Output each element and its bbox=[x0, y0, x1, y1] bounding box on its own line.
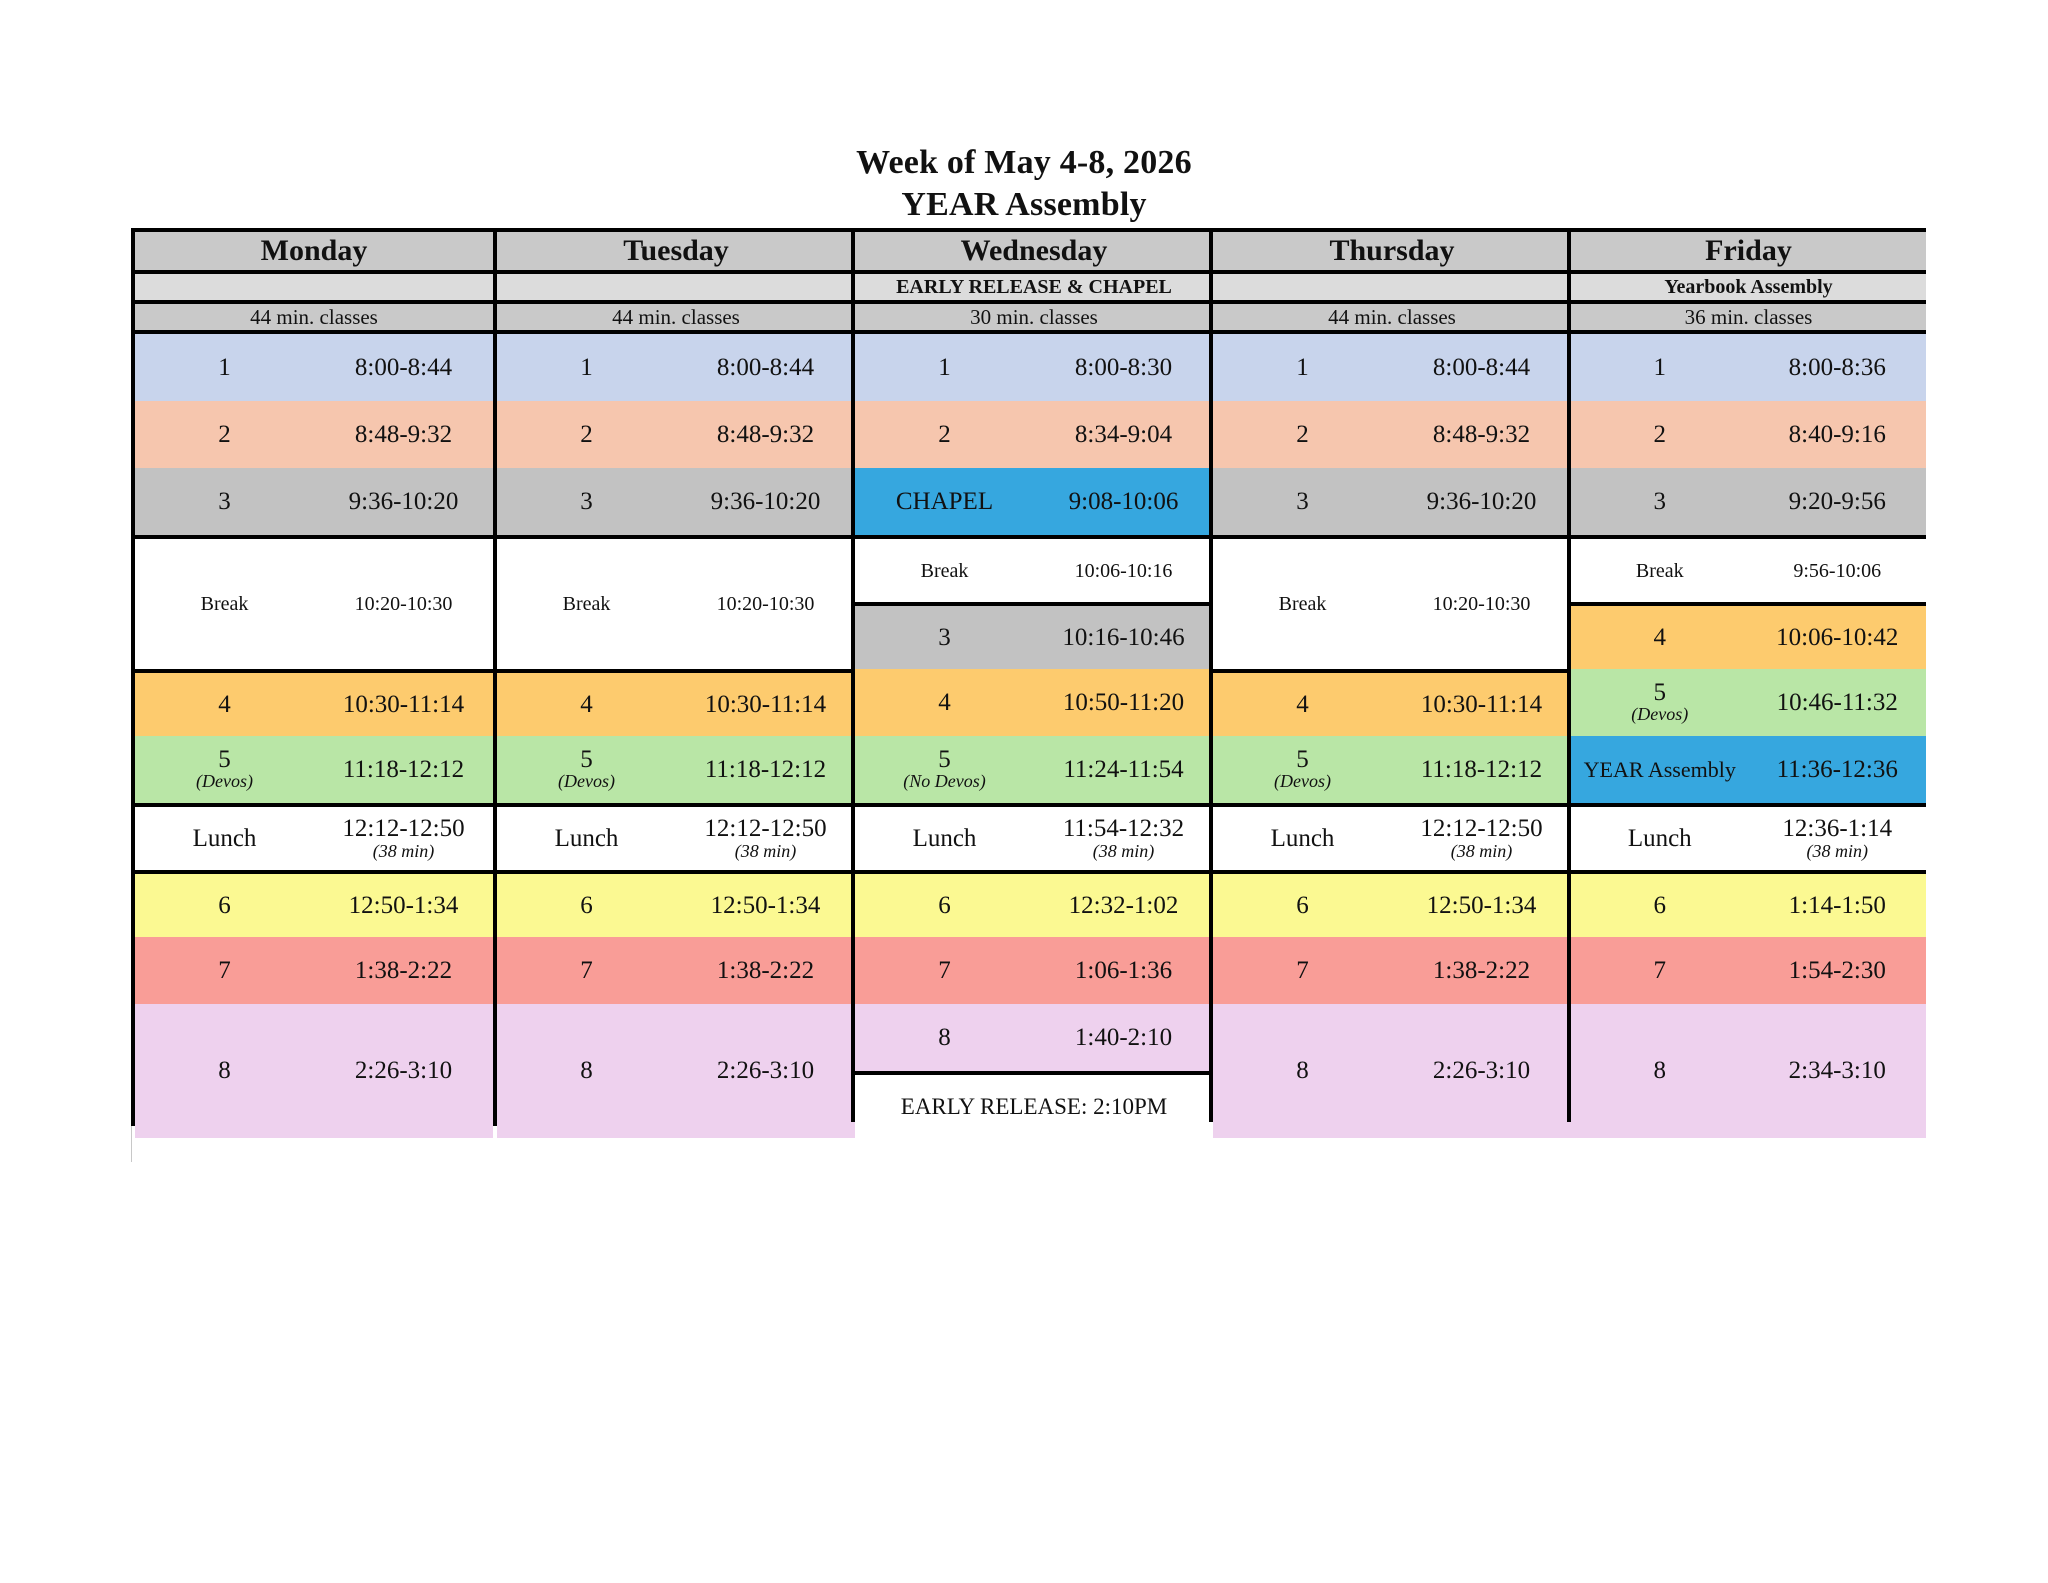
period-row bbox=[1571, 870, 1926, 937]
period-label: Lunch bbox=[912, 824, 977, 852]
period-time: 11:18-12:12 bbox=[704, 755, 827, 783]
period-label: 5 (Devos) bbox=[196, 745, 253, 791]
period-row bbox=[1213, 669, 1571, 736]
period-time: 12:50-1:34 bbox=[710, 891, 821, 919]
period-row bbox=[855, 736, 1213, 803]
period-time: 8:00-8:36 bbox=[1788, 353, 1886, 381]
period-label: Break bbox=[1278, 593, 1327, 615]
period-time: 11:36-12:36 bbox=[1776, 755, 1898, 783]
break-row bbox=[1213, 535, 1571, 669]
period-time: 11:18-12:12 bbox=[1420, 755, 1543, 783]
period-time: 2:26-3:10 bbox=[354, 1057, 453, 1084]
period-row bbox=[497, 401, 855, 468]
period-row bbox=[1571, 937, 1926, 1004]
period-label: 6 bbox=[1653, 891, 1666, 919]
period-row bbox=[497, 1004, 855, 1138]
period-label: Lunch bbox=[1270, 824, 1335, 852]
period-label: 3 bbox=[580, 487, 593, 515]
period-row bbox=[1213, 401, 1571, 468]
period-time: 12:50-1:34 bbox=[348, 891, 459, 919]
period-time: 1:38-2:22 bbox=[1432, 956, 1531, 984]
period-label: 6 bbox=[580, 891, 593, 919]
period-row bbox=[1571, 401, 1926, 468]
period-label: 4 bbox=[938, 688, 951, 716]
break-row bbox=[1571, 535, 1926, 602]
page-header bbox=[0, 142, 2048, 226]
period-label: 1 bbox=[218, 353, 231, 381]
period-row bbox=[855, 1004, 1213, 1071]
period-label: 8 bbox=[1296, 1057, 1309, 1084]
period-label: 2 bbox=[1653, 420, 1666, 448]
period-time: 10:06-10:42 bbox=[1776, 623, 1899, 651]
day-header: Wednesday bbox=[855, 232, 1213, 274]
period-label: 4 bbox=[1653, 623, 1666, 651]
class-length: 44 min. classes bbox=[135, 304, 493, 334]
period-time: 8:00-8:44 bbox=[1432, 353, 1531, 381]
period-row bbox=[497, 669, 855, 736]
period-time: 2:34-3:10 bbox=[1788, 1057, 1886, 1084]
period-label: 5 (No Devos) bbox=[903, 745, 986, 791]
period-time: 11:18-12:12 bbox=[342, 755, 465, 783]
period-row bbox=[135, 669, 493, 736]
period-time: 10:20-10:30 bbox=[716, 593, 815, 615]
period-time: 8:48-9:32 bbox=[354, 420, 453, 448]
period-time: 2:26-3:10 bbox=[716, 1057, 815, 1084]
period-label: Break bbox=[562, 593, 611, 615]
period-time: 8:40-9:16 bbox=[1788, 420, 1886, 448]
period-row bbox=[497, 468, 855, 535]
period-label: 8 bbox=[1653, 1057, 1666, 1084]
period-time: 1:40-2:10 bbox=[1074, 1023, 1173, 1051]
period-time: 8:48-9:32 bbox=[716, 420, 815, 448]
class-length: 30 min. classes bbox=[855, 304, 1213, 334]
day-header: Thursday bbox=[1213, 232, 1571, 274]
period-row bbox=[135, 401, 493, 468]
class-length: 44 min. classes bbox=[497, 304, 855, 334]
period-row bbox=[1571, 334, 1926, 401]
period-label: 5 (Devos) bbox=[1631, 678, 1689, 724]
period-time: 12:12-12:50 (38 min) bbox=[1420, 814, 1543, 861]
period-row bbox=[135, 937, 493, 1004]
period-time: 10:20-10:30 bbox=[354, 593, 453, 615]
period-time: 10:46-11:32 bbox=[1776, 688, 1898, 716]
period-label: 7 bbox=[938, 956, 951, 984]
period-label: 3 bbox=[1653, 487, 1666, 515]
page-margin-mark bbox=[131, 1126, 132, 1162]
period-time: 10:50-11:20 bbox=[1062, 688, 1185, 716]
period-label: 6 bbox=[938, 891, 951, 919]
period-time: 10:30-11:14 bbox=[1420, 690, 1543, 718]
day-column-thursday bbox=[1209, 232, 1571, 1122]
lunch-row bbox=[135, 803, 493, 870]
day-header: Tuesday bbox=[497, 232, 855, 274]
period-label: 1 bbox=[938, 353, 951, 381]
period-label: 7 bbox=[580, 956, 593, 984]
period-label: 4 bbox=[1296, 690, 1309, 718]
period-row bbox=[1213, 870, 1571, 937]
period-label: 2 bbox=[1296, 420, 1309, 448]
class-length: 36 min. classes bbox=[1571, 304, 1926, 334]
period-row bbox=[497, 334, 855, 401]
period-row bbox=[855, 602, 1213, 669]
period-label: 1 bbox=[580, 353, 593, 381]
period-time: 9:08-10:06 bbox=[1068, 487, 1179, 515]
period-row bbox=[1571, 1004, 1926, 1138]
period-time: 10:06-10:16 bbox=[1074, 559, 1173, 582]
period-time: 12:12-12:50 (38 min) bbox=[342, 814, 465, 861]
period-row bbox=[135, 468, 493, 535]
period-row bbox=[135, 1004, 493, 1138]
period-row bbox=[1571, 602, 1926, 669]
page-subtitle: YEAR Assembly bbox=[901, 186, 1147, 223]
period-label: 1 bbox=[1653, 353, 1666, 381]
day-column-friday bbox=[1567, 232, 1926, 1122]
period-time: 8:00-8:30 bbox=[1074, 353, 1173, 381]
period-label: Break bbox=[920, 559, 969, 582]
period-label: 4 bbox=[218, 690, 231, 718]
period-label: CHAPEL bbox=[895, 487, 994, 515]
day-column-monday bbox=[135, 232, 493, 1122]
day-note bbox=[135, 274, 493, 304]
period-time: 11:54-12:32 (38 min) bbox=[1062, 814, 1185, 861]
period-row bbox=[497, 736, 855, 803]
lunch-row bbox=[1213, 803, 1571, 870]
period-time: 10:30-11:14 bbox=[704, 690, 827, 718]
period-label: 8 bbox=[218, 1057, 231, 1084]
assembly-row bbox=[1571, 736, 1926, 803]
period-label: 6 bbox=[218, 891, 231, 919]
lunch-row bbox=[855, 803, 1213, 870]
period-label: Break bbox=[200, 593, 249, 615]
period-row bbox=[1213, 937, 1571, 1004]
period-label: 8 bbox=[580, 1057, 593, 1084]
period-label: 4 bbox=[580, 690, 593, 718]
period-time: 8:00-8:44 bbox=[354, 353, 453, 381]
day-column-wednesday bbox=[851, 232, 1213, 1122]
period-label: 3 bbox=[938, 623, 951, 651]
page-title: Week of May 4-8, 2026 bbox=[856, 144, 1192, 181]
period-row bbox=[135, 334, 493, 401]
period-row bbox=[497, 937, 855, 1004]
class-length: 44 min. classes bbox=[1213, 304, 1571, 334]
day-note bbox=[1213, 274, 1571, 304]
period-label: 1 bbox=[1296, 353, 1309, 381]
period-label: 5 (Devos) bbox=[1274, 745, 1331, 791]
period-time: 12:12-12:50 (38 min) bbox=[704, 814, 827, 861]
day-note: EARLY RELEASE & CHAPEL bbox=[855, 274, 1213, 304]
period-label: 5 (Devos) bbox=[558, 745, 615, 791]
period-time: 1:38-2:22 bbox=[716, 956, 815, 984]
period-label: 7 bbox=[1653, 956, 1666, 984]
period-label: 2 bbox=[580, 420, 593, 448]
period-time: 1:38-2:22 bbox=[354, 956, 453, 984]
period-time: 2:26-3:10 bbox=[1432, 1057, 1531, 1084]
period-time: 8:48-9:32 bbox=[1432, 420, 1531, 448]
period-time: 9:20-9:56 bbox=[1788, 487, 1886, 515]
period-time: 1:06-1:36 bbox=[1074, 956, 1173, 984]
lunch-row bbox=[1571, 803, 1926, 870]
period-row bbox=[1571, 468, 1926, 535]
schedule-table bbox=[131, 228, 1926, 1126]
period-row bbox=[855, 334, 1213, 401]
period-time: 1:54-2:30 bbox=[1788, 956, 1886, 984]
period-time: 8:00-8:44 bbox=[716, 353, 815, 381]
day-column-tuesday bbox=[493, 232, 855, 1122]
period-row bbox=[1213, 736, 1571, 803]
period-time: 12:36-1:14 (38 min) bbox=[1782, 814, 1893, 861]
day-note: Yearbook Assembly bbox=[1571, 274, 1926, 304]
lunch-row bbox=[497, 803, 855, 870]
period-time: 9:36-10:20 bbox=[1426, 487, 1537, 515]
period-time: 9:56-10:06 bbox=[1793, 559, 1882, 582]
break-row bbox=[855, 535, 1213, 602]
period-row bbox=[855, 937, 1213, 1004]
period-time: 9:36-10:20 bbox=[348, 487, 459, 515]
day-header: Monday bbox=[135, 232, 493, 274]
day-note bbox=[497, 274, 855, 304]
period-time: 12:32-1:02 bbox=[1068, 891, 1179, 919]
period-time: 10:30-11:14 bbox=[342, 690, 465, 718]
period-time: 1:14-1:50 bbox=[1788, 891, 1886, 919]
period-row bbox=[1213, 334, 1571, 401]
period-label: YEAR Assembly bbox=[1583, 756, 1736, 782]
period-label: 7 bbox=[218, 956, 231, 984]
early-release-label: EARLY RELEASE: 2:10PM bbox=[900, 1093, 1168, 1119]
period-time: 11:24-11:54 bbox=[1063, 755, 1184, 783]
period-row bbox=[855, 669, 1213, 736]
period-label: 6 bbox=[1296, 891, 1309, 919]
break-row bbox=[135, 535, 493, 669]
period-time: 8:34-9:04 bbox=[1074, 420, 1173, 448]
chapel-row bbox=[855, 468, 1213, 535]
period-row bbox=[497, 870, 855, 937]
period-row bbox=[1213, 1004, 1571, 1138]
period-row bbox=[1213, 468, 1571, 535]
break-row bbox=[497, 535, 855, 669]
period-row bbox=[1571, 669, 1926, 736]
period-label: Lunch bbox=[1627, 824, 1692, 852]
period-label: 7 bbox=[1296, 956, 1309, 984]
period-time: 9:36-10:20 bbox=[710, 487, 821, 515]
period-row bbox=[855, 870, 1213, 937]
period-label: 2 bbox=[218, 420, 231, 448]
period-label: 3 bbox=[1296, 487, 1309, 515]
period-row bbox=[135, 870, 493, 937]
period-label: Break bbox=[1635, 559, 1684, 582]
period-label: 3 bbox=[218, 487, 231, 515]
period-time: 10:16-10:46 bbox=[1062, 623, 1185, 651]
period-row bbox=[855, 401, 1213, 468]
period-time: 10:20-10:30 bbox=[1432, 593, 1531, 615]
day-header: Friday bbox=[1571, 232, 1926, 274]
early-release-row bbox=[855, 1071, 1213, 1138]
period-label: Lunch bbox=[192, 824, 257, 852]
period-label: Lunch bbox=[554, 824, 619, 852]
period-row bbox=[135, 736, 493, 803]
period-label: 2 bbox=[938, 420, 951, 448]
period-time: 12:50-1:34 bbox=[1426, 891, 1537, 919]
period-label: 8 bbox=[938, 1023, 951, 1051]
